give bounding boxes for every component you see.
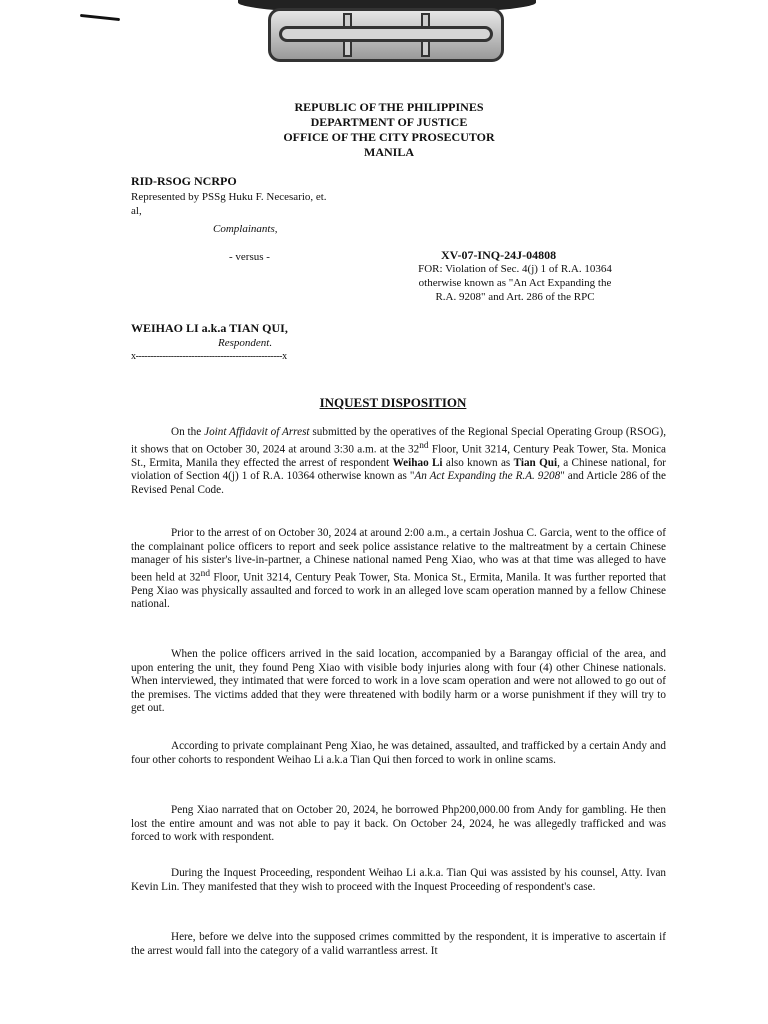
paragraph-2 [131, 527, 666, 612]
p1-text-c: submitted by the operatives of the Regional Special Operating Group (RSOG), it shows that on October 30, 2024 at around 3:30 a.m. at the 32 [131, 426, 666, 456]
offense-line-3: R.A. 9208" and Art. 286 of the RPC [435, 291, 595, 303]
p1-text-j: " and Article 286 of the Revised Penal Code. [131, 470, 666, 496]
p1-text-h: , a Chinese national, for violation of Section 4(j) 1 of R.A. 10364 otherwise known as " [131, 456, 667, 483]
complainant-role: Complainants, [213, 223, 278, 235]
paragraph-6: During the Inquest Proceeding, respondent Weihao Li a.k.a. Tian Qui was assisted by his counsel, Atty. Ivan Kevin Lin. They manifested that they wish to proceed with the Inquest Proceeding of respondent's case. [131, 867, 666, 893]
header-line-office: OFFICE OF THE CITY PROSECUTOR [283, 130, 495, 144]
p1-act-title: An Act Expanding the R.A. 9208 [414, 470, 561, 483]
offense-line-2: otherwise known as "An Act Expanding the [418, 277, 612, 289]
p1-superscript: nd [419, 440, 429, 451]
case-number: XV-07-INQ-24J-04808 [441, 248, 557, 262]
complainant-representative [131, 190, 327, 218]
p1-affidavit-title: Joint Affidavit of Arrest [204, 426, 310, 438]
p2-text-a: Prior to the arrest of on October 30, 2024 at around 2:00 a.m., a certain Joshua C. Garcia, went to the office of the complainant police officers to report and seek police assistance relative to the maltreatment by a certain Chinese manager of his sister's live-in-partner, a Chinese national named Peng Xiao, who was at that time was alleged to have been held at 32 [131, 527, 666, 584]
paper-fastener-image [268, 8, 504, 62]
header-line-department: DEPARTMENT OF JUSTICE [310, 115, 468, 129]
representative-line-2: al, [131, 205, 142, 217]
versus-label: - versus - [229, 251, 270, 263]
p1-text-a: On the [171, 426, 205, 438]
paragraph-3: When the police officers arrived in the said location, accompanied by a Barangay official of the area, and upon entering the unit, they found Peng Xiao with visible body injuries along with four (4) other Chinese nationals. When interviewed, they intimated that were forced to work in a love scam operation and were not allowed to go out of the premises. The victims added that they were threatened with bodily harm or a worse punishment if they will try to get out. [131, 648, 666, 714]
header-line-republic: REPUBLIC OF THE PHILIPPINES [294, 100, 484, 114]
p1-text-f: also known as [442, 456, 514, 469]
case-offense [384, 262, 646, 304]
p1-text-d: Floor, Unit 3214, Century Peak Tower, Sta. Monica St., Ermita, Manila they effected the arrest of respondent [131, 443, 666, 469]
paragraph-7: Here, before we delve into the supposed crimes committed by the respondent, it is imperative to ascertain if the arrest would fall into the category of a valid warrantless arrest. It [131, 931, 666, 957]
offense-line-1: FOR: Violation of Sec. 4(j) 1 of R.A. 10364 [418, 263, 612, 275]
paragraph-5: Peng Xiao narrated that on October 20, 2024, he borrowed Php200,000.00 from Andy for gambling. He then lost the entire amount and was not able to pay it back. On October 24, 2024, he was allegedly trafficked and was forced to work with respondent. [131, 804, 666, 843]
respondent-name: WEIHAO LI a.k.a TIAN QUI, [131, 321, 288, 335]
caption-separator: x--------------------------------------------------x [131, 351, 287, 362]
fastener-bar [279, 26, 493, 42]
letterhead [0, 100, 768, 160]
p1-respondent-name: Weihao Li [392, 456, 443, 469]
header-line-city: MANILA [364, 145, 414, 159]
document-title: INQUEST DISPOSITION [319, 395, 467, 410]
p2-text-b: Floor, Unit 3214, Century Peak Tower, Sta. Monica St., Ermita, Manila. It was further reported that Peng Xiao was physically assaulted and forced to work in an alleged love scam operation manned by a fellow Chinese national. [131, 571, 666, 611]
pen-mark [80, 14, 120, 21]
representative-line-1: Represented by PSSg Huku F. Necesario, et. [131, 191, 327, 203]
p2-superscript: nd [200, 568, 210, 579]
complainant-name: RID-RSOG NCRPO [131, 174, 237, 188]
paragraph-1 [131, 426, 666, 497]
paragraph-4: According to private complainant Peng Xiao, he was detained, assaulted, and trafficked by a certain Andy and four other cohorts to respondent Weihao Li a.k.a Tian Qui then forced to work in online scams. [131, 740, 666, 766]
respondent-role: Respondent. [218, 337, 273, 349]
p1-respondent-alias: Tian Qui [513, 456, 558, 469]
